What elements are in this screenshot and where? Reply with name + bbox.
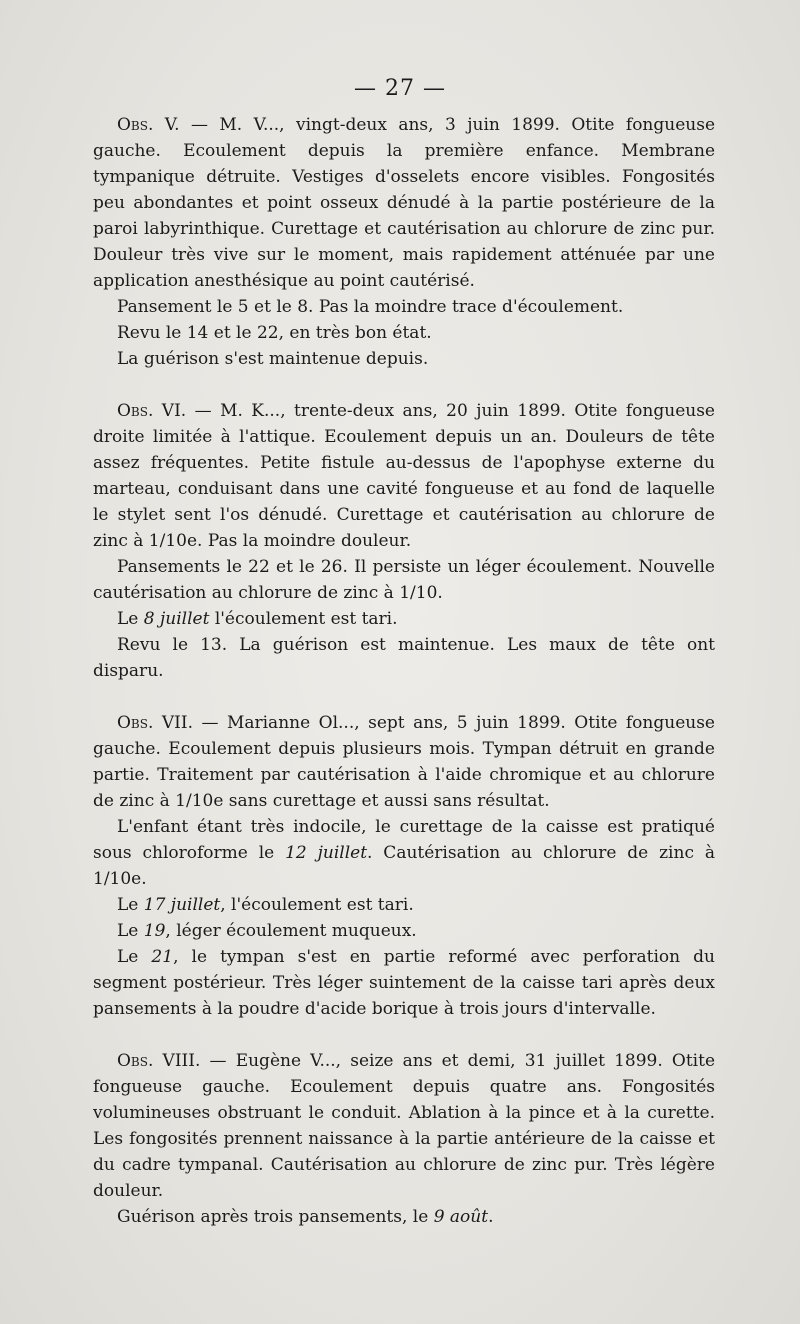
obs-7-paragraph-2 — [93, 814, 715, 892]
obs-7-p4-pre: Le — [117, 921, 144, 941]
obs-6-p3-date: 8 juillet — [143, 609, 210, 629]
obs-8-label: Obs. VIII. — [117, 1051, 201, 1071]
obs-5-paragraph-4: La guérison s'est maintenue depuis. — [117, 349, 429, 369]
observation-8 — [93, 1048, 715, 1230]
obs-6-paragraph-2: Pansements le 22 et le 26. Il persiste un léger écoulement. Nouvelle cautérisation au chlorure de zinc à 1/10. — [93, 557, 715, 603]
obs-8-p2-post: . — [488, 1207, 494, 1227]
obs-7-paragraph-5 — [93, 944, 715, 1022]
obs-7-p2-post: . Cautérisation au chlorure de zinc à 1/10e. — [93, 843, 715, 889]
obs-7-p2-pre: L'enfant étant très indocile, le curettage de la caisse est pratiqué sous chloroforme le — [93, 817, 715, 863]
obs-7-paragraph-1 — [93, 710, 715, 814]
obs-5-paragraph-2: Pansement le 5 et le 8. Pas la moindre trace d'écoulement. — [117, 297, 624, 317]
obs-7-p5-post: , le tympan s'est en partie reformé avec perforation du segment postérieur. Très léger suintement de la caisse tari après deux pansements à la poudre d'acide borique à trois jours d'intervalle. — [93, 947, 715, 1019]
obs-7-p5-date: 21 — [151, 947, 174, 967]
obs-8-paragraph-1 — [93, 1048, 715, 1204]
obs-8-text-1: — Eugène V..., seize ans et demi, 31 juillet 1899. Otite fongueuse gauche. Ecoulement depuis quatre ans. Fongosités volumineuses obstruant le conduit. Ablation à la pince et à la curette. Les fongosités prennent naissance à la partie antérieure de la caisse et du cadre tympanal. Cautérisation au chlorure de zinc pur. Très légère douleur. — [93, 1051, 716, 1201]
obs-7-p3-pre: Le — [117, 895, 144, 915]
obs-7-p2-date: 12 juillet — [285, 843, 368, 863]
obs-7-p4-post: , léger écoulement muqueux. — [165, 921, 417, 941]
obs-7-paragraph-3 — [93, 892, 715, 918]
obs-7-paragraph-4 — [93, 918, 715, 944]
observation-6 — [93, 398, 715, 684]
obs-6-label: Obs. VI. — [117, 401, 187, 421]
obs-7-p3-date: 17 juillet — [143, 895, 221, 915]
obs-5-paragraph-3: Revu le 14 et le 22, en très bon état. — [117, 323, 432, 343]
obs-6-text-1: — M. K..., trente-deux ans, 20 juin 1899. Otite fongueuse droite limitée à l'attique. Ecoulement depuis un an. Douleurs de tête assez fréquentes. Petite fistule au-dessus de l'apophyse externe du marteau, conduisant dans une cavité fongueuse et au fond de laquelle le stylet sent l'os dénudé. Curettage et cautérisation au chlorure de zinc à 1/10e. Pas la moindre douleur. — [93, 401, 715, 551]
obs-7-text-1: — Marianne Ol..., sept ans, 5 juin 1899. Otite fongueuse gauche. Ecoulement depuis plusieurs mois. Tympan détruit en grande partie. Traitement par cautérisation à l'aide chromique et au chlorure de zinc à 1/10e sans curettage et aussi sans résultat. — [93, 713, 715, 811]
observation-5 — [93, 112, 715, 372]
obs-5-paragraph-1 — [93, 112, 715, 294]
obs-6-paragraph-1 — [93, 398, 715, 554]
obs-7-p5-pre: Le — [117, 947, 152, 967]
obs-5-label: Obs. V. — [117, 115, 180, 135]
obs-6-p3-post: l'écoulement est tari. — [209, 609, 398, 629]
obs-8-paragraph-2 — [93, 1204, 715, 1230]
page-number: — 27 — — [354, 76, 446, 101]
page-body — [93, 112, 715, 1256]
obs-5-text-1: — M. V..., vingt-deux ans, 3 juin 1899. Otite fongueuse gauche. Ecoulement depuis la première enfance. Membrane tympanique détruite. Vestiges d'osselets encore visibles. Fongosités peu abondantes et point osseux dénudé à la partie postérieure de la paroi labyrinthique. Curettage et cautérisation au chlorure de zinc pur. Douleur très vive sur le moment, mais rapidement atténuée par une application anesthésique au point cautérisé. — [93, 115, 716, 291]
obs-7-p4-date: 19 — [143, 921, 166, 941]
obs-6-paragraph-4: Revu le 13. La guérison est maintenue. Les maux de tête ont disparu. — [93, 635, 715, 681]
obs-6-paragraph-3 — [93, 606, 715, 632]
obs-7-p3-post: , l'écoulement est tari. — [220, 895, 414, 915]
obs-7-label: Obs. VII. — [117, 713, 193, 733]
obs-8-p2-date: 9 août — [433, 1207, 489, 1227]
obs-8-p2-pre: Guérison après trois pansements, le — [117, 1207, 434, 1227]
observation-7 — [93, 710, 715, 1022]
obs-6-p3-pre: Le — [117, 609, 144, 629]
